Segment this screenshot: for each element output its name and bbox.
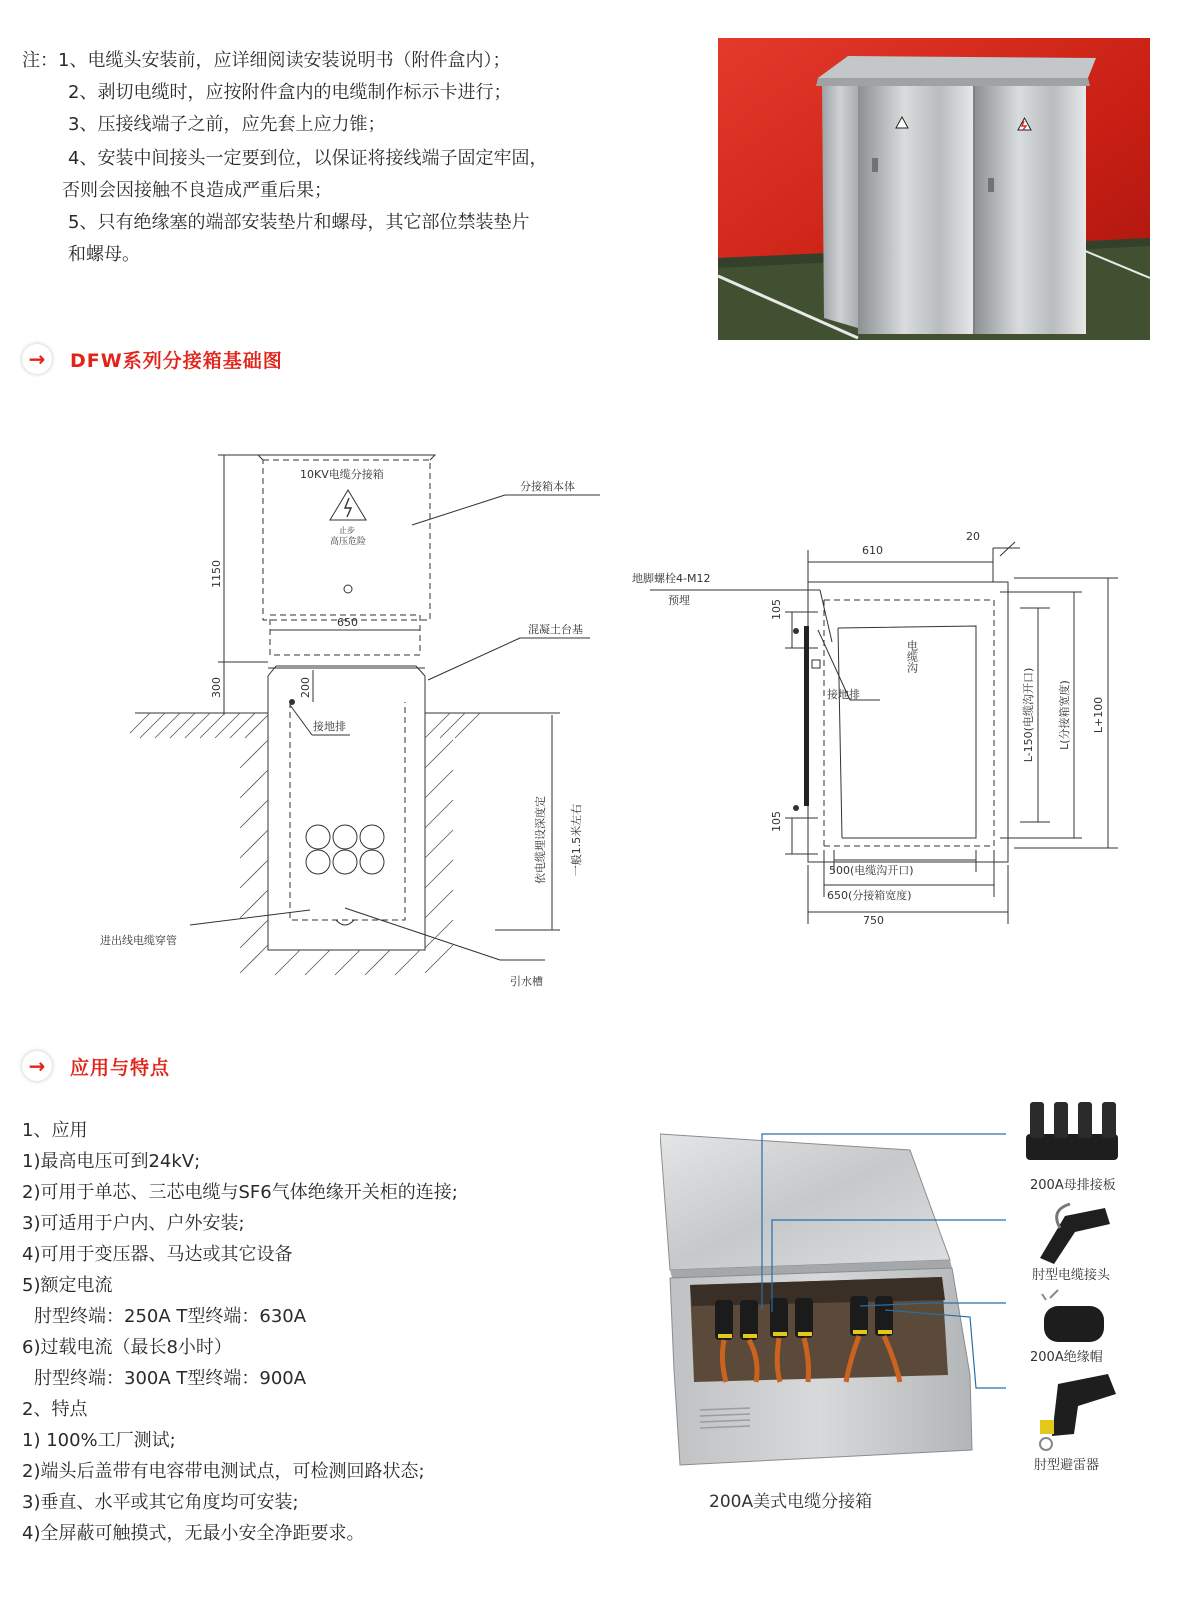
arrow-right-icon: → xyxy=(22,344,52,374)
section-header-features xyxy=(22,1051,170,1081)
label-box-body: 分接箱本体 xyxy=(520,480,575,493)
note-line-5: 否则会因接触不良造成严重后果； xyxy=(62,180,332,201)
dim-20: 20 xyxy=(966,530,980,543)
foundation-elevation-diagram xyxy=(0,440,620,1000)
feature-item: 1)最高电压可到24kV; xyxy=(22,1151,201,1172)
dim-L150: L-150(电缆沟开口) xyxy=(1022,667,1035,763)
feature-item: 2)端头后盖带有电容带电测试点，可检测回路状态; xyxy=(22,1461,425,1482)
dim-500: 500(电缆沟开口) xyxy=(829,864,914,877)
section-title: 应用与特点 xyxy=(70,1056,171,1079)
section-title: DFW系列分接箱基础图 xyxy=(70,349,283,372)
box-title: 10KV电缆分接箱 xyxy=(300,468,384,481)
feature-item: 4)可用于变压器、马达或其它设备 xyxy=(22,1244,293,1265)
arrow-right-icon: → xyxy=(22,1051,52,1081)
feature-item: 肘型终端：300A T型终端：900A xyxy=(34,1368,307,1389)
feature-item: 2)可用于单芯、三芯电缆与SF6气体绝缘开关柜的连接; xyxy=(22,1182,458,1203)
label-ground-bar: 接地排 xyxy=(313,720,346,733)
cabinet-photo xyxy=(718,38,1150,340)
feature-item: 1) 100%工厂测试; xyxy=(22,1430,176,1451)
elbow-connector-image xyxy=(1020,1198,1120,1268)
note-line-6: 5、只有绝缘塞的端部安装垫片和螺母，其它部位禁装垫片 xyxy=(68,212,530,233)
photo-caption: 200A美式电缆分接箱 xyxy=(709,1492,873,1512)
feature-heading-application: 1、应用 xyxy=(22,1120,88,1141)
label-depth-1: 依电缆埋设深度定 xyxy=(534,796,547,884)
anchor-bolt-label: 地脚螺栓4-M12 xyxy=(632,572,711,585)
insulating-cap-image xyxy=(1028,1286,1118,1348)
accessory-label-arrester: 肘型避雷器 xyxy=(1034,1458,1100,1473)
label-depth-2: 一般1.5米左右 xyxy=(570,803,583,877)
dim-200: 200 xyxy=(299,677,312,698)
dim-610: 610 xyxy=(862,544,883,557)
feature-item: 5)额定电流 xyxy=(22,1275,113,1296)
feature-item: 4)全屏蔽可触摸式，无最小安全净距要求。 xyxy=(22,1523,365,1544)
cable-trench-label: 电缆沟 xyxy=(905,640,919,673)
accessory-label-elbow: 肘型电缆接头 xyxy=(1032,1268,1111,1283)
note-line-3: 3、压接线端子之前，应先套上应力锥； xyxy=(68,114,386,135)
dim-105-top: 105 xyxy=(770,599,783,620)
label-concrete-base: 混凝土台基 xyxy=(528,623,583,636)
ground-bar-label-plan: 接地排 xyxy=(827,688,860,701)
feature-item: 肘型终端：250A T型终端：630A xyxy=(34,1306,307,1327)
elbow-arrester-image xyxy=(1018,1364,1128,1454)
feature-item: 3)垂直、水平或其它角度均可安装; xyxy=(22,1492,299,1513)
dim-L: L(分接箱宽度) xyxy=(1058,680,1071,750)
feature-item: 6)过载电流（最长8小时） xyxy=(22,1337,232,1358)
dim-L100: L+100 xyxy=(1092,696,1105,734)
dim-650-right: 650(分接箱宽度) xyxy=(827,889,912,902)
note-line-4: 4、安装中间接头一定要到位，以保证将接线端子固定牢固， xyxy=(68,148,548,169)
label-drain: 引水槽 xyxy=(510,975,543,988)
busbar-connector-image xyxy=(1018,1090,1128,1180)
anchor-bolt-label-2: 预埋 xyxy=(668,594,690,607)
accessory-label-busbar: 200A母排接板 xyxy=(1030,1178,1116,1193)
dim-650-left: 650 xyxy=(337,616,358,629)
note-line-2: 2、剥切电缆时，应按附件盒内的电缆制作标示卡进行； xyxy=(68,82,512,103)
warning-text: 高压危险 xyxy=(330,537,367,547)
dim-750: 750 xyxy=(863,914,884,927)
note-line-1: 注：1、电缆头安装前，应详细阅读安装说明书（附件盒内）； xyxy=(22,50,511,71)
note-line-7: 和螺母。 xyxy=(68,244,140,265)
accessory-label-cap: 200A绝缘帽 xyxy=(1030,1350,1103,1365)
feature-heading-characteristics: 2、特点 xyxy=(22,1399,88,1420)
section-header-foundation xyxy=(22,344,283,374)
foundation-plan-diagram xyxy=(620,520,1120,980)
feature-item: 3)可适用于户内、户外安装; xyxy=(22,1213,245,1234)
dim-105-bottom: 105 xyxy=(770,811,783,832)
dim-300: 300 xyxy=(210,677,223,698)
warning-small: 止步 xyxy=(339,526,355,535)
dim-1150: 1150 xyxy=(210,560,223,588)
label-conduit: 进出线电缆穿管 xyxy=(100,934,177,947)
